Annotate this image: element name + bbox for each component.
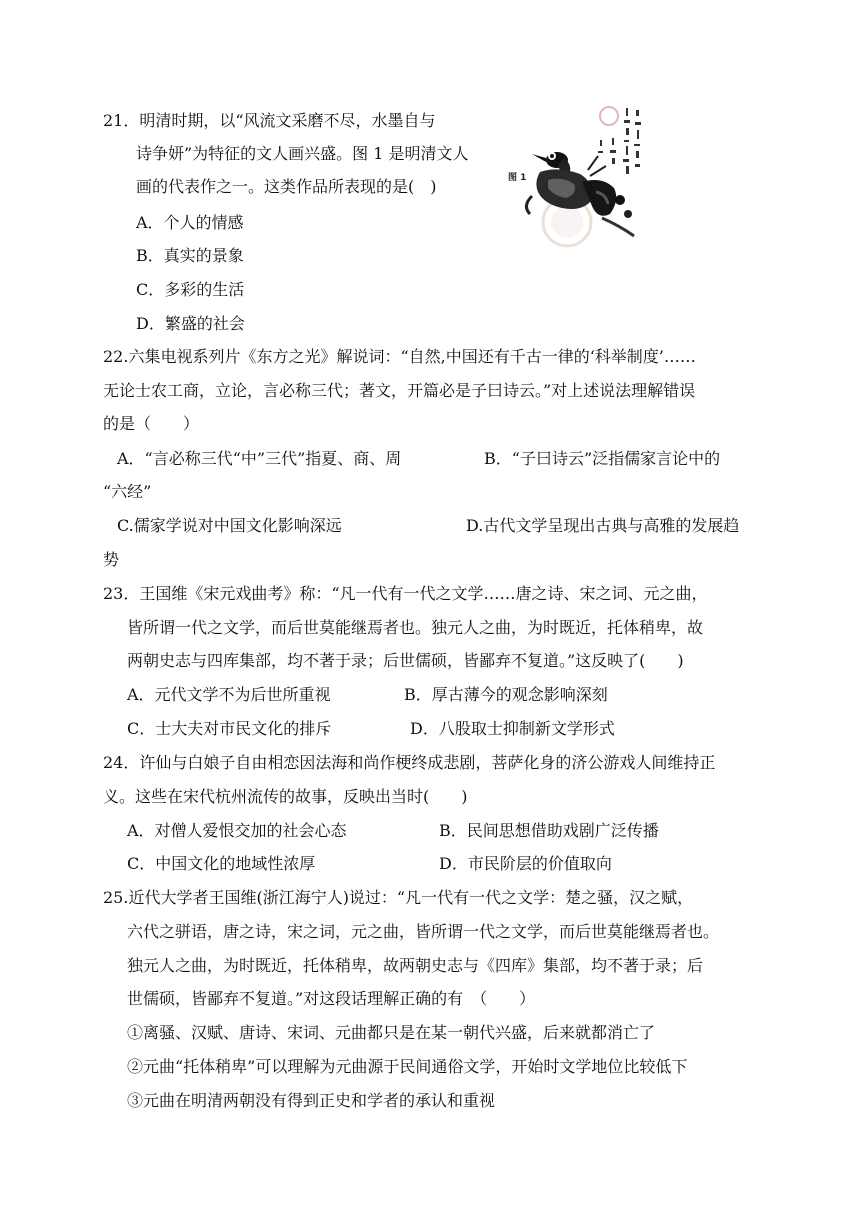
q25-statement-2: ②元曲“托体稍卑”可以理解为元曲源于民间通俗文学，开始时文学地位比较低下 [127,1057,688,1076]
q25-statement-1: ①离骚、汉赋、唐诗、宋词、元曲都只是在某一朝代兴盛，后来就都消亡了 [127,1023,656,1042]
q24-stem-line1: 24．许仙与白娘子自由相恋因法海和尚作梗终成悲剧，菩萨化身的济公游戏人间维持正 [103,753,716,772]
q24-option-b: B．民间思想借助戏剧广泛传播 [439,821,659,840]
q22-option-d: D.古代文学呈现出古典与高雅的发展趋 [466,516,740,535]
q25-stem-line3: 独元人之曲，为时既近，托体稍卑，故两朝史志与《四库》集部，均不著于录；后 [127,956,704,975]
q24-option-c: C．中国文化的地域性浓厚 [127,854,316,873]
q25-statement-3: ③元曲在明清两朝没有得到正史和学者的承认和重视 [127,1091,496,1110]
q22-option-a: A．“言必称三代“中”三代”指夏、商、周 [117,449,402,468]
q24-option-d: D．市民阶层的价值取向 [439,854,612,873]
q22-option-d-continued: 势 [103,550,120,569]
q25-stem-line4: 世儒硕，皆鄙弃不复道。”对这段话理解正确的有 （ ） [127,989,536,1008]
q25-stem-line2: 六代之骈语，唐之诗，宋之词，元之曲，皆所谓一代之文学，而后世莫能继焉者也。 [127,922,720,941]
q23-option-c: C．士大夫对市民文化的排斥 [127,719,332,738]
q22-option-c: C.儒家学说对中国文化影响深远 [117,516,342,535]
q23-option-a: A．元代文学不为后世所重视 [127,685,331,704]
q22-option-b: B．“子曰诗云”泛指儒家言论中的 [484,449,721,468]
q21-option-a: A．个人的情感 [136,213,244,232]
q21-stem-line3: 画的代表作之一。这类作品所表现的是( ) [136,177,437,196]
q24-stem-line2: 义。这些在宋代杭州流传的故事，反映出当时( ) [103,787,468,806]
q21-stem-line2: 诗争妍”为特征的文人画兴盛。图 1 是明清文人 [136,144,469,163]
q23-stem-line2: 皆所谓一代之文学，而后世莫能继焉者也。独元人之曲，为时既近，托体稍卑，故 [127,618,704,637]
figure-1-ink-painting [502,96,652,248]
q21-option-b: B．真实的景象 [136,246,244,265]
q21-option-c: C．多彩的生活 [136,280,245,299]
figure-label: 图 1 [508,173,527,183]
q25-stem-line1: 25.近代大学者王国维(浙江海宁人)说过：“凡一代有一代之文学：楚之骚，汉之赋， [103,888,694,907]
q22-stem-line1: 22.六集电视系列片《东方之光》解说词：“自然,中国还有千古一律的‘科举制度’…… [103,347,696,366]
q22-stem-line3: 的是（ ） [103,414,200,433]
q22-stem-line2: 无论士农工商，立论，言必称三代；著文，开篇必是子曰诗云。”对上述说法理解错误 [103,381,696,400]
q24-option-a: A．对僧人爱恨交加的社会心态 [127,821,347,840]
q23-option-b: B．厚古薄今的观念影响深刻 [404,685,608,704]
q22-option-b-continued: “六经” [103,482,152,501]
q23-stem-line3: 两朝史志与四库集部，均不著于录；后世儒硕，皆鄙弃不复道。”这反映了( ) [127,651,684,670]
q23-stem-line1: 23．王国维《宋元戏曲考》称：“凡一代有一代之文学……唐之诗、宋之词、元之曲， [103,584,708,603]
q21-option-d: D．繁盛的社会 [136,314,245,333]
q23-option-d: D．八股取士抑制新文学形式 [410,719,615,738]
q21-stem-line1: 21．明清时期，以“风流文采磨不尽，水墨自与 [103,111,436,130]
